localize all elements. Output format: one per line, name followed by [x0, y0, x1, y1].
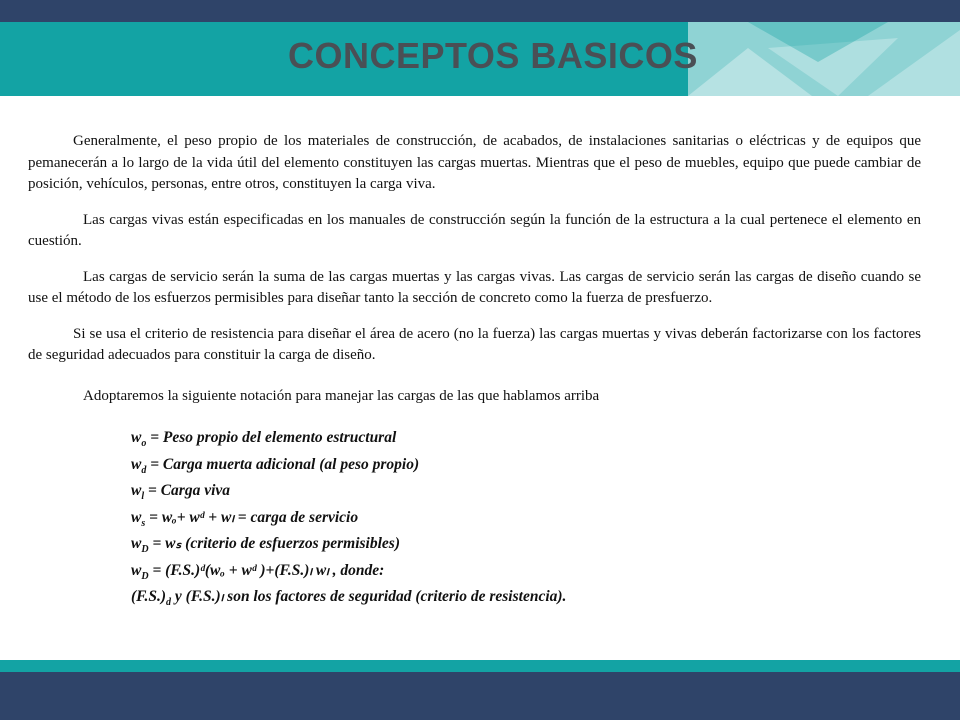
footer-teal-stripe: [0, 660, 960, 672]
paragraph-dead-live-loads: Generalmente, el peso propio de los materiales de construcción, de acabados, de instalaciones sanitarias o eléctricas y de equipos que pemanecerán a lo largo de la vida útil del elemento constituyen las cargas muertas. Mientras que el peso de muebles, equipo que puede cambiar de posición, vehículos, personas, entre otros, constituyen la carga viva.: [28, 133, 921, 192]
formula-additional-dead-load: $w_d$ = Carga muerta adicional (al peso propio): [131, 455, 420, 476]
header-decoration: [688, 22, 960, 96]
formula-live-load: $w_l$ = Carga viva: [131, 482, 231, 503]
formula-service-load: $w_s = w_o+$ wᵈ + wₗ = carga de servicio: [131, 508, 359, 529]
paragraph-resistance-criterion: Si se usa el criterio de resistencia para diseñar el área de acero (no la fuerza) las cargas muertas y vivas deberán factorizarse con los factores de seguridad adecuados para constituir la carga de diseño.: [28, 325, 921, 363]
notation-list: [131, 425, 566, 611]
formula-design-load-allowable: $w_D = w_s$ (criterio de esfuerzos permisibles): [131, 535, 400, 556]
formula-design-load-factored: $w_D$ = (F.S.)ᵈ(wₒ + wᵈ )+(F.S.)ₗ wₗ , donde:: [131, 561, 385, 582]
notation-intro: Adoptaremos la siguiente notación para manejar las cargas de las que hablamos arriba: [83, 388, 600, 404]
paragraph-live-loads: Las cargas vivas están especificadas en los manuales de construcción según la función de la estructura a la cual pertenece el elemento en cuestión.: [28, 211, 921, 249]
paragraph-service-loads: Las cargas de servicio serán la suma de las cargas muertas y las cargas vivas. Las cargas de servicio serán las cargas de diseño cuando se use el método de los esfuerzos permisibles para diseñar tanto la sección de concreto como la fuerza de presfuerzo.: [28, 268, 921, 306]
footer-navy-bar: [0, 672, 960, 720]
body-text: [28, 131, 921, 381]
top-navy-bar: [0, 0, 960, 22]
formula-self-weight: $w_o$ = Peso propio del elemento estructural: [131, 429, 397, 450]
formula-safety-factors: $(F.S.)_d$ y (F.S.)ₗ son los factores de seguridad (criterio de resistencia).: [131, 588, 567, 609]
slide-title: CONCEPTOS BASICOS: [288, 35, 698, 76]
